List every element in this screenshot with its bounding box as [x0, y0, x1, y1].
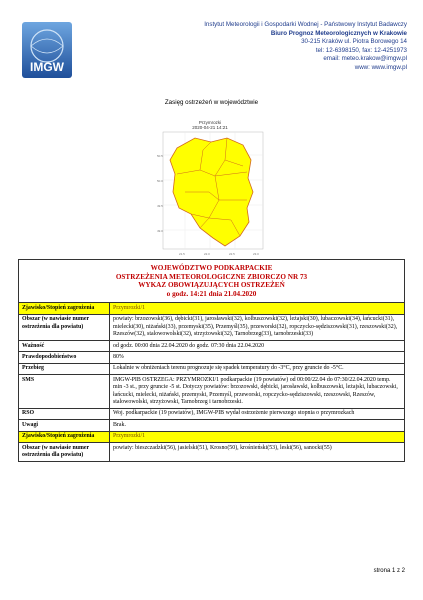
row-value: Przymrozki/1	[110, 431, 405, 442]
svg-text:21.5: 21.5	[179, 252, 185, 256]
table-row	[19, 303, 405, 314]
row-label: SMS	[19, 375, 110, 409]
table-row	[19, 352, 405, 363]
warnings-table	[18, 259, 405, 462]
institute-info	[77, 21, 407, 73]
header-bulletin: OSTRZEŻENIA METEOROLOGICZNE ZBIORCZO NR 73	[115, 272, 308, 281]
table-row	[19, 314, 405, 340]
header-list: WYKAZ OBOWIĄZUJĄCYCH OSTRZEŻEŃ	[138, 281, 285, 290]
row-label: Obszar (w nawiasie numer ostrzeżenia dla powiatu)	[19, 314, 110, 340]
table-row	[19, 341, 405, 352]
table-row	[19, 431, 405, 442]
map-caption: Zasięg ostrzeżeń w województwie	[164, 99, 259, 106]
table-row	[19, 443, 405, 462]
row-value: Brak.	[110, 420, 405, 431]
row-label: Prawdopodobieństwo	[19, 352, 110, 363]
institute-name: Instytut Meteorologii i Gospodarki Wodnej - Państwowy Instytut Badawczy	[204, 21, 407, 28]
map-date: 2020-04-21 14:21	[192, 125, 228, 130]
imgw-logo	[22, 22, 72, 78]
svg-text:49.5: 49.5	[157, 204, 163, 208]
office-address: 30-215 Kraków ul. Piotra Borowego 14	[301, 38, 407, 46]
row-value: powiaty: brzozowski(36), dębicki(31), jarosławski(32), kolbuszowski(32), leżajski(30), lubaczowski(34), łańcucki(31), mielecki(30), niżański(33), przemyski(35), Przemyśl(35), przeworski(32), ropczycko-sędziszowski(31), rzeszowski(32), Rzeszów(32), stalowowolski(32), strzyżowski(32), Tarnobrzeg(33), tarnobrzeski(33)	[110, 314, 405, 340]
office-name: Biuro Prognoz Meteorologicznych w Krakowie	[270, 29, 407, 37]
row-value: Lokalnie w obniżeniach terenu prognozuje się spadek temperatury do -3°C, przy gruncie do -5°C.	[110, 363, 405, 374]
row-value: Woj. podkarpackie (19 powiatów), IMGW-PIB wydał ostrzeżenie pierwszego stopnia o przymrozkach	[110, 408, 405, 419]
header-region: WOJEWÓDZTWO PODKARPACKIE	[150, 264, 273, 272]
map-title: Przymrozki	[198, 120, 222, 125]
row-value: od godz. 00:00 dnia 22.04.2020 do godz. 07:30 dnia 22.04.2020	[110, 341, 405, 352]
office-phone: tel: 12-6398150, fax: 12-4251973	[315, 46, 407, 54]
row-label: Uwagi	[19, 420, 110, 431]
row-label: RSO	[19, 408, 110, 419]
header-time: o godz. 14:21 dnia 21.04.2020	[166, 289, 257, 298]
row-label: Przebieg	[19, 363, 110, 374]
office-email[interactable]: email: meteo.krakow@imgw.pl	[323, 55, 407, 63]
logo-text: IMGW	[30, 60, 64, 74]
map-graphic	[155, 130, 265, 257]
svg-text:22.5: 22.5	[229, 252, 235, 256]
row-value: IMGW-PIB OSTRZEGA: PRZYMROZKI/1 podkarpackie (19 powiatów) od 00:00/22.04 do 07:30/22.04.2020 temp. min -3 st., przy gruncie -5 st. Dotyczy powiatów: brzozowski, dębicki, jarosławski, kolbuszowski, leżajski, lubaczowski, łańcucki, mielecki, niżański, przemyski, Przemyśl, przeworski, ropczycko-sędziszowski, rzeszowski, Rzeszów, stalowowolski, strzyżowski, Tarnobrzeg i tarnobrzeski.	[110, 375, 405, 409]
row-label: Zjawisko/Stopień zagrożenia	[19, 431, 110, 442]
table-row	[19, 363, 405, 374]
svg-text:50.5: 50.5	[157, 154, 163, 158]
table-row	[19, 375, 405, 409]
table-row	[19, 420, 405, 431]
row-label: Zjawisko/Stopień zagrożenia	[19, 303, 110, 314]
row-label: Obszar (w nawiasie numer ostrzeżenia dla powiatu)	[19, 443, 110, 462]
row-value: Przymrozki/1	[110, 303, 405, 314]
row-value: powiaty: bieszczadzki(56), jasielski(51), Krosno(50), krośnieński(53), leski(56), sanocki(55)	[110, 443, 405, 462]
svg-text:50.0: 50.0	[157, 179, 163, 183]
row-label: Ważność	[19, 341, 110, 352]
page-number: strona 1 z 2	[373, 568, 405, 574]
office-website[interactable]: www: www.imgw.pl	[354, 63, 407, 71]
svg-text:23.0: 23.0	[253, 252, 259, 256]
svg-text:49.0: 49.0	[157, 229, 163, 233]
svg-text:22.0: 22.0	[204, 252, 210, 256]
warning-map	[155, 120, 265, 257]
table-row	[19, 408, 405, 419]
table-header	[19, 260, 405, 303]
row-value: 80%	[110, 352, 405, 363]
